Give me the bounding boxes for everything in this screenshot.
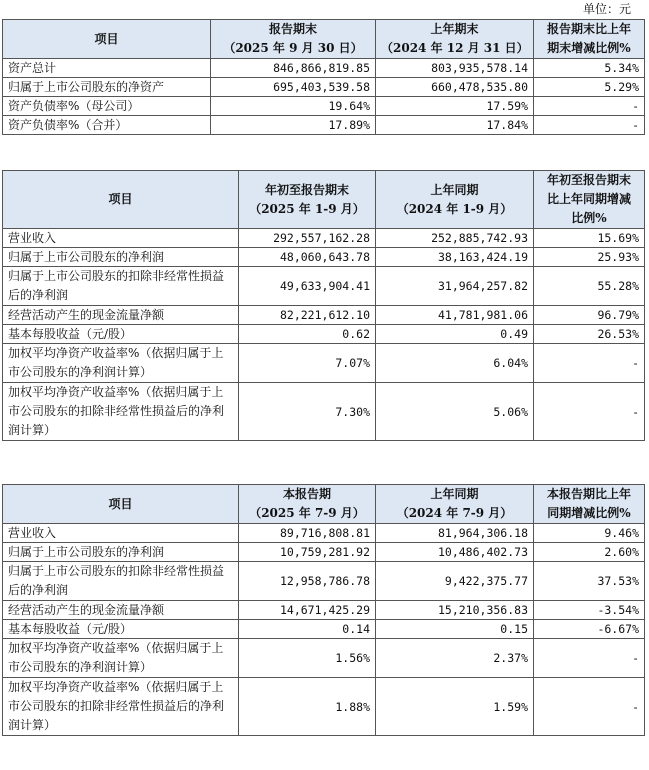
cell-value: 9.46%: [534, 524, 645, 543]
header-line: （2024 年 7-9 月）: [396, 506, 513, 520]
header-line: 年初至报告期末: [264, 182, 349, 197]
cell-value: 82,221,612.10: [239, 306, 376, 325]
cell-value: 12,958,786.78: [239, 562, 376, 601]
header-current-quarter: [239, 485, 376, 524]
table-row: [3, 543, 645, 562]
header-item: 项目: [3, 20, 211, 59]
cell-value: 292,557,162.28: [239, 229, 376, 248]
cell-value: 1.59%: [376, 678, 534, 736]
cell-value: 0.14: [239, 620, 376, 639]
cell-value: 7.07%: [239, 344, 376, 383]
cell-value: 26.53%: [534, 325, 645, 344]
row-label: 营业收入: [3, 229, 239, 248]
header-line: 上年期末: [430, 22, 479, 36]
table-header-row: [3, 171, 645, 229]
row-label: 加权平均净资产收益率%（依据归属于上市公司股东的扣除非经常性损益后的净利润计算）: [3, 678, 239, 736]
row-label: 归属于上市公司股东的扣除非经常性损益后的净利润: [3, 267, 239, 306]
header-prior-quarter: [376, 485, 534, 524]
table-row: [3, 562, 645, 601]
row-label: 经营活动产生的现金流量净额: [3, 306, 239, 325]
cell-value: 2.60%: [534, 543, 645, 562]
cell-value: 25.93%: [534, 248, 645, 267]
cell-value: 5.29%: [534, 78, 645, 97]
cell-value: 31,964,257.82: [376, 267, 534, 306]
cell-value: 89,716,808.81: [239, 524, 376, 543]
header-line: （2025 年 9 月 30 日）: [223, 41, 363, 55]
table-row: [3, 344, 645, 383]
cell-value: -: [534, 639, 645, 678]
header-line: 同期增减比例%: [547, 506, 631, 520]
header-line: 本报告期: [282, 487, 331, 501]
cell-value: 14,671,425.29: [239, 601, 376, 620]
cell-value: -6.67%: [534, 620, 645, 639]
header-line: 报告期末: [268, 22, 317, 36]
cell-value: 2.37%: [376, 639, 534, 678]
cell-value: 846,866,819.85: [211, 59, 376, 78]
row-label: 基本每股收益（元/股）: [3, 620, 239, 639]
cell-value: 81,964,306.18: [376, 524, 534, 543]
header-line: （2025 年 7-9 月）: [249, 506, 365, 520]
cell-value: 48,060,643.78: [239, 248, 376, 267]
cell-value: 19.64%: [211, 97, 376, 116]
table-row: [3, 383, 645, 441]
row-label: 加权平均净资产收益率%（依据归属于上市公司股东的净利润计算）: [3, 639, 239, 678]
table-row: [3, 78, 645, 97]
cell-value: 17.59%: [376, 97, 534, 116]
row-label: 归属于上市公司股东的净资产: [3, 78, 211, 97]
row-label: 营业收入: [3, 524, 239, 543]
cell-value: 37.53%: [534, 562, 645, 601]
header-change-pct: [534, 171, 645, 229]
row-label: 资产负债率%（母公司）: [3, 97, 211, 116]
header-line: 本报告期比上年: [546, 487, 631, 501]
table-row: [3, 524, 645, 543]
balance-sheet-table: [2, 19, 645, 135]
table-row: [3, 325, 645, 344]
table-row: [3, 601, 645, 620]
header-line: （2024 年 1-9 月）: [396, 201, 513, 216]
ytd-income-table: [2, 170, 645, 441]
header-line: 年初至报告期末: [546, 173, 631, 187]
header-line: 报告期末比上年: [546, 22, 631, 36]
cell-value: 17.89%: [211, 116, 376, 135]
header-line: 比例%: [571, 211, 607, 225]
row-label: 归属于上市公司股东的净利润: [3, 543, 239, 562]
header-line: 上年同期: [430, 487, 479, 501]
row-label: 加权平均净资产收益率%（依据归属于上市公司股东的扣除非经常性损益后的净利润计算）: [3, 383, 239, 441]
table-row: [3, 620, 645, 639]
cell-value: 1.88%: [239, 678, 376, 736]
table-row: [3, 116, 645, 135]
row-label: 加权平均净资产收益率%（依据归属于上市公司股东的净利润计算）: [3, 344, 239, 383]
table-row: [3, 248, 645, 267]
cell-value: 15,210,356.83: [376, 601, 534, 620]
quarter-income-table: [2, 484, 645, 736]
header-change-pct: [534, 20, 645, 59]
cell-value: 695,403,539.58: [211, 78, 376, 97]
header-line: 比上年同期增减: [546, 192, 631, 206]
cell-value: -: [534, 344, 645, 383]
cell-value: 252,885,742.93: [376, 229, 534, 248]
cell-value: 49,633,904.41: [239, 267, 376, 306]
header-item: 项目: [3, 171, 239, 229]
cell-value: 0.62: [239, 325, 376, 344]
table-row: [3, 229, 645, 248]
cell-value: 41,781,981.06: [376, 306, 534, 325]
cell-value: -: [534, 97, 645, 116]
row-label: 资产总计: [3, 59, 211, 78]
row-label: 基本每股收益（元/股）: [3, 325, 239, 344]
cell-value: 7.30%: [239, 383, 376, 441]
cell-value: 0.49: [376, 325, 534, 344]
cell-value: 5.34%: [534, 59, 645, 78]
cell-value: -: [534, 383, 645, 441]
cell-value: -: [534, 678, 645, 736]
table-row: [3, 306, 645, 325]
cell-value: -: [534, 116, 645, 135]
table-row: [3, 678, 645, 736]
header-line: （2025 年 1-9 月）: [249, 201, 365, 216]
cell-value: 803,935,578.14: [376, 59, 534, 78]
table-header-row: [3, 20, 645, 59]
row-label: 资产负债率%（合并）: [3, 116, 211, 135]
cell-value: 6.04%: [376, 344, 534, 383]
cell-value: 1.56%: [239, 639, 376, 678]
cell-value: 10,486,402.73: [376, 543, 534, 562]
cell-value: 55.28%: [534, 267, 645, 306]
cell-value: 96.79%: [534, 306, 645, 325]
cell-value: 15.69%: [534, 229, 645, 248]
cell-value: -3.54%: [534, 601, 645, 620]
header-line: 期末增减比例%: [547, 41, 631, 55]
cell-value: 660,478,535.80: [376, 78, 534, 97]
row-label: 归属于上市公司股东的净利润: [3, 248, 239, 267]
header-item: 项目: [3, 485, 239, 524]
row-label: 归属于上市公司股东的扣除非经常性损益后的净利润: [3, 562, 239, 601]
table-row: [3, 97, 645, 116]
table-row: [3, 267, 645, 306]
header-period-end: [211, 20, 376, 59]
header-prior-year-end: [376, 20, 534, 59]
row-label: 经营活动产生的现金流量净额: [3, 601, 239, 620]
cell-value: 17.84%: [376, 116, 534, 135]
table-row: [3, 59, 645, 78]
header-change-pct: [534, 485, 645, 524]
cell-value: 10,759,281.92: [239, 543, 376, 562]
unit-label: 单位：元: [582, 2, 631, 16]
header-line: （2024 年 12 月 31 日）: [381, 41, 529, 55]
cell-value: 5.06%: [376, 383, 534, 441]
table-row: [3, 639, 645, 678]
header-prior-ytd: [376, 171, 534, 229]
header-line: 上年同期: [430, 182, 479, 197]
cell-value: 9,422,375.77: [376, 562, 534, 601]
cell-value: 38,163,424.19: [376, 248, 534, 267]
header-ytd: [239, 171, 376, 229]
table-header-row: [3, 485, 645, 524]
cell-value: 0.15: [376, 620, 534, 639]
